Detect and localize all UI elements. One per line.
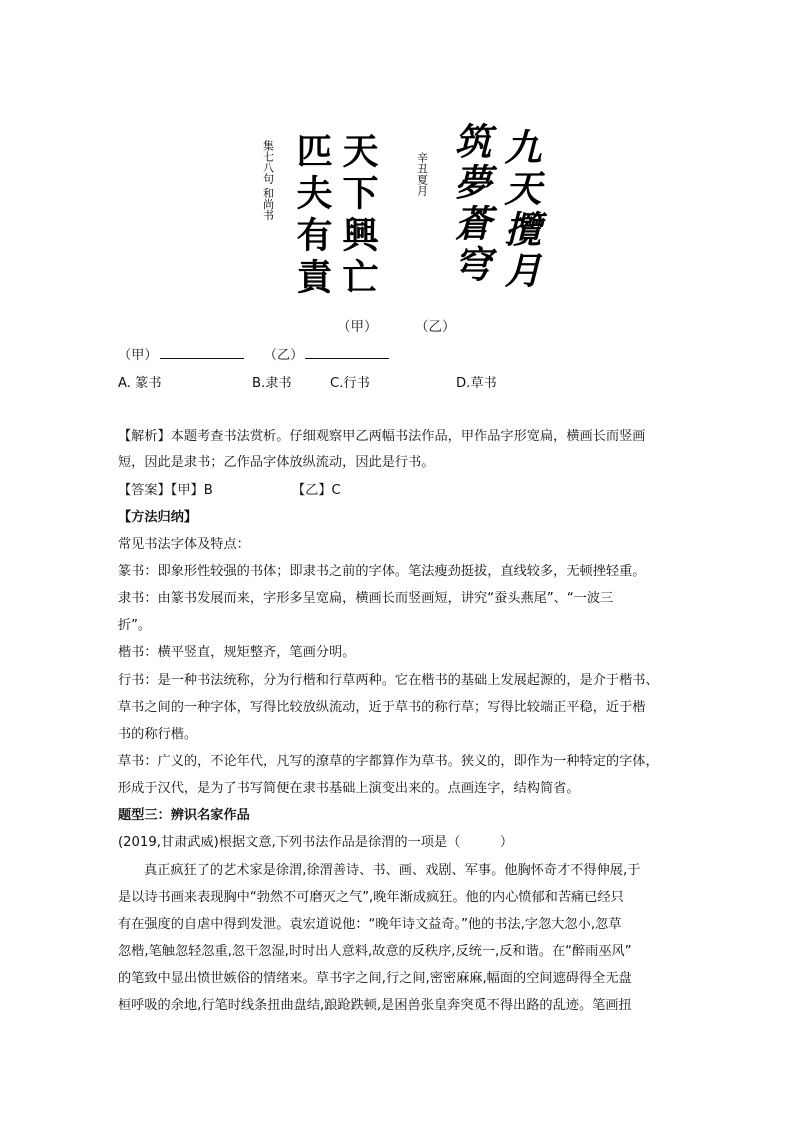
- section3-title: 题型三：辨识名家作品: [118, 808, 250, 823]
- yi-column-1: 九天攬月: [498, 128, 542, 292]
- jia-column-2: 匹夫有責: [291, 132, 333, 300]
- answer-yi: 【乙】C: [292, 483, 341, 498]
- section3-question: (2019,甘肃武威)根据文意,下列书法作品是徐渭的一项是（ ）: [118, 835, 514, 850]
- option-a: A. 篆书: [118, 376, 162, 391]
- analysis-line-1: 【解析】本题考查书法赏析。仔细观察甲乙两幅书法作品，甲作品字形宽扁，横画长而竖画: [118, 429, 646, 444]
- method-xing-2: 草书之间的一种字体，写得比较放纵流动，近于草书的称行草；写得比较端正平稳，近于楷: [118, 700, 646, 715]
- blank-yi[interactable]: [305, 344, 389, 359]
- blank-label-yi: （乙）: [263, 348, 304, 363]
- blank-label-jia: （甲）: [118, 348, 158, 363]
- method-xing-3: 书的称行楷。: [118, 727, 198, 742]
- method-zhuan: 篆书：即象形性较强的书体；即隶书之前的字体。笔法瘦劲挺拔，直线较多，无顿挫轻重。: [118, 564, 646, 579]
- jia-column-1: 天下興亡: [337, 132, 379, 300]
- analysis-line-2: 短，因此是隶书；乙作品字体放纵流动，因此是行书。: [118, 455, 435, 470]
- passage-line-5: 的笔致中显出愤世嫉俗的情绪来。草书字之间,行之间,密密麻麻,幅面的空间遮碍得全无盘: [118, 971, 632, 986]
- caption-yi: （乙）: [415, 319, 456, 335]
- method-li-2: 折”。: [118, 618, 152, 633]
- method-intro: 常见书法字体及特点：: [118, 537, 250, 552]
- yi-column-2: 筑夢蒼穹: [448, 122, 492, 286]
- option-b: B.隶书: [252, 376, 292, 391]
- passage-line-6: 桓呼吸的余地,行笔时线条扭曲盘结,踉跄跌顿,是困兽张皇奔突觅不得出路的乱迹。笔画扭: [118, 998, 632, 1013]
- blank-jia[interactable]: [160, 344, 244, 359]
- caption-jia: （甲）: [337, 319, 378, 335]
- method-kai: 楷书：横平竖直，规矩整齐，笔画分明。: [118, 645, 356, 660]
- calligraphy-image: [258, 122, 550, 312]
- method-title: 【方法归纳】: [118, 510, 198, 525]
- option-d: D.草书: [456, 376, 497, 391]
- method-li-1: 隶书：由篆书发展而来，字形多呈宽扁，横画长而竖画短，讲究“蚕头燕尾”、“一波三: [118, 591, 614, 606]
- calligraphy-figure: [258, 122, 550, 312]
- method-xing-1: 行书：是一种书法统称，分为行楷和行草两种。它在楷书的基础上发展起源的，是介于楷书、: [118, 673, 659, 688]
- option-c: C.行书: [330, 376, 370, 391]
- method-cao-1: 草书：广义的，不论年代，凡写的潦草的字都算作为草书。狭义的，即作为一种特定的字体，: [118, 754, 659, 769]
- method-cao-2: 形成于汉代，是为了书写简便在隶书基础上演变出来的。点画连字，结构简省。: [118, 781, 580, 796]
- passage-line-4: 忽楷,笔触忽轻忽重,忽干忽湿,时时出人意料,故意的反秩序,反统一,反和谐。在“醉雨巫风”: [118, 944, 632, 959]
- jia-side-inscription: 集七八句 和尚书: [261, 140, 275, 221]
- answer-blanks-line: [118, 343, 688, 368]
- passage-line-2: 是以诗书画来表现胸中“勃然不可磨灭之气”,晚年渐成疯狂。他的内心愤郁和苦痛已经只: [118, 890, 624, 905]
- answer-jia: 【答案】【甲】B: [118, 483, 213, 498]
- passage-line-1: 真正疯狂了的艺术家是徐渭,徐渭善诗、书、画、戏剧、军事。他胸怀奇才不得伸展,于: [144, 863, 641, 878]
- answer-line: [118, 478, 688, 503]
- passage-line-3: 有在强度的自虐中得到发泄。袁宏道说他：“晚年诗文益奇。”他的书法,字忽大忽小,忽草: [118, 917, 622, 932]
- yi-side-inscription: 辛丑夏月: [415, 152, 429, 196]
